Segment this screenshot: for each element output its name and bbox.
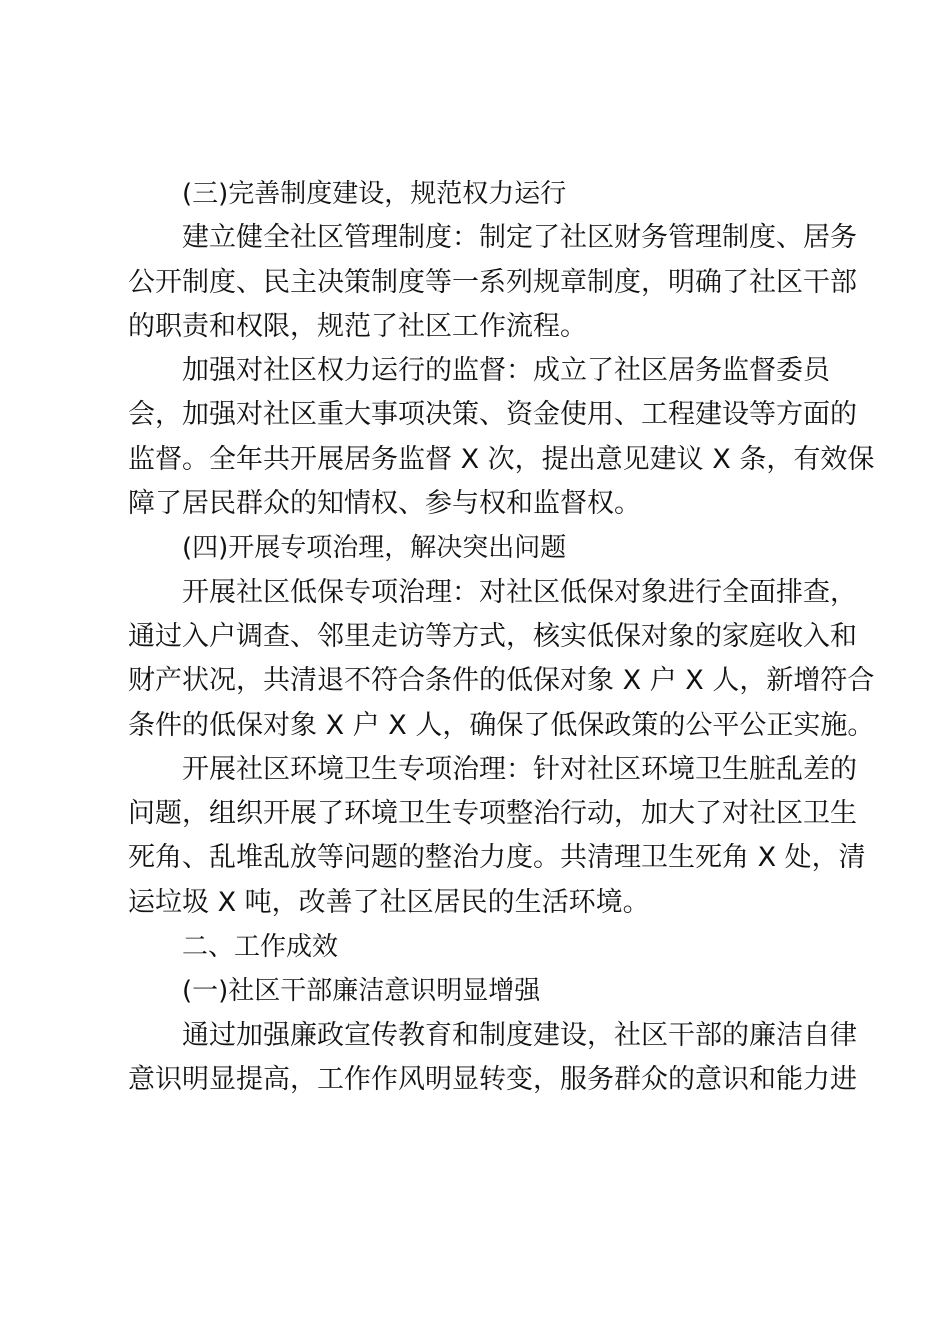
text-line: 建立健全社区管理制度：制定了社区财务管理制度、居务 — [182, 222, 857, 254]
text-line: 公开制度、民主决策制度等一系列规章制度，明确了社区干部 — [128, 266, 857, 298]
text-line: 加强对社区权力运行的监督：成立了社区居务监督委员 — [182, 355, 830, 387]
text-line: 通过加强廉政宣传教育和制度建设，社区干部的廉洁自律 — [182, 1019, 857, 1051]
text-line: 的职责和权限，规范了社区工作流程。 — [128, 310, 587, 342]
text-line: 开展社区环境卫生专项治理：针对社区环境卫生脏乱差的 — [182, 753, 857, 785]
text-line: 死角、乱堆乱放等问题的整治力度。共清理卫生死角 X 处，清 — [128, 842, 866, 874]
document-body — [128, 172, 875, 1102]
text-line: 财产状况，共清退不符合条件的低保对象 X 户 X 人，新增符合 — [128, 665, 875, 697]
text-line: 会，加强对社区重大事项决策、资金使用、工程建设等方面的 — [128, 399, 857, 431]
text-line: 运垃圾 X 吨，改善了社区居民的生活环境。 — [128, 886, 650, 918]
text-line: 开展社区低保专项治理：对社区低保对象进行全面排查， — [182, 576, 857, 608]
text-line: 通过入户调查、邻里走访等方式，核实低保对象的家庭收入和 — [128, 620, 857, 652]
text-line: 监督。全年共开展居务监督 X 次，提出意见建议 X 条，有效保 — [128, 443, 875, 475]
section-heading: (一)社区干部廉洁意识明显增强 — [182, 976, 541, 1007]
text-line: 障了居民群众的知情权、参与权和监督权。 — [128, 488, 641, 520]
section-heading: 二、工作成效 — [182, 932, 339, 963]
section-heading: (三)完善制度建设，规范权力运行 — [182, 179, 567, 209]
text-line: 意识明显提高，工作作风明显转变，服务群众的意识和能力进 — [128, 1063, 857, 1095]
section-heading: (四)开展专项治理，解决突出问题 — [182, 533, 567, 564]
text-line: 问题，组织开展了环境卫生专项整治行动，加大了对社区卫生 — [128, 798, 857, 830]
text-line: 条件的低保对象 X 户 X 人，确保了低保政策的公平公正实施。 — [128, 709, 875, 741]
